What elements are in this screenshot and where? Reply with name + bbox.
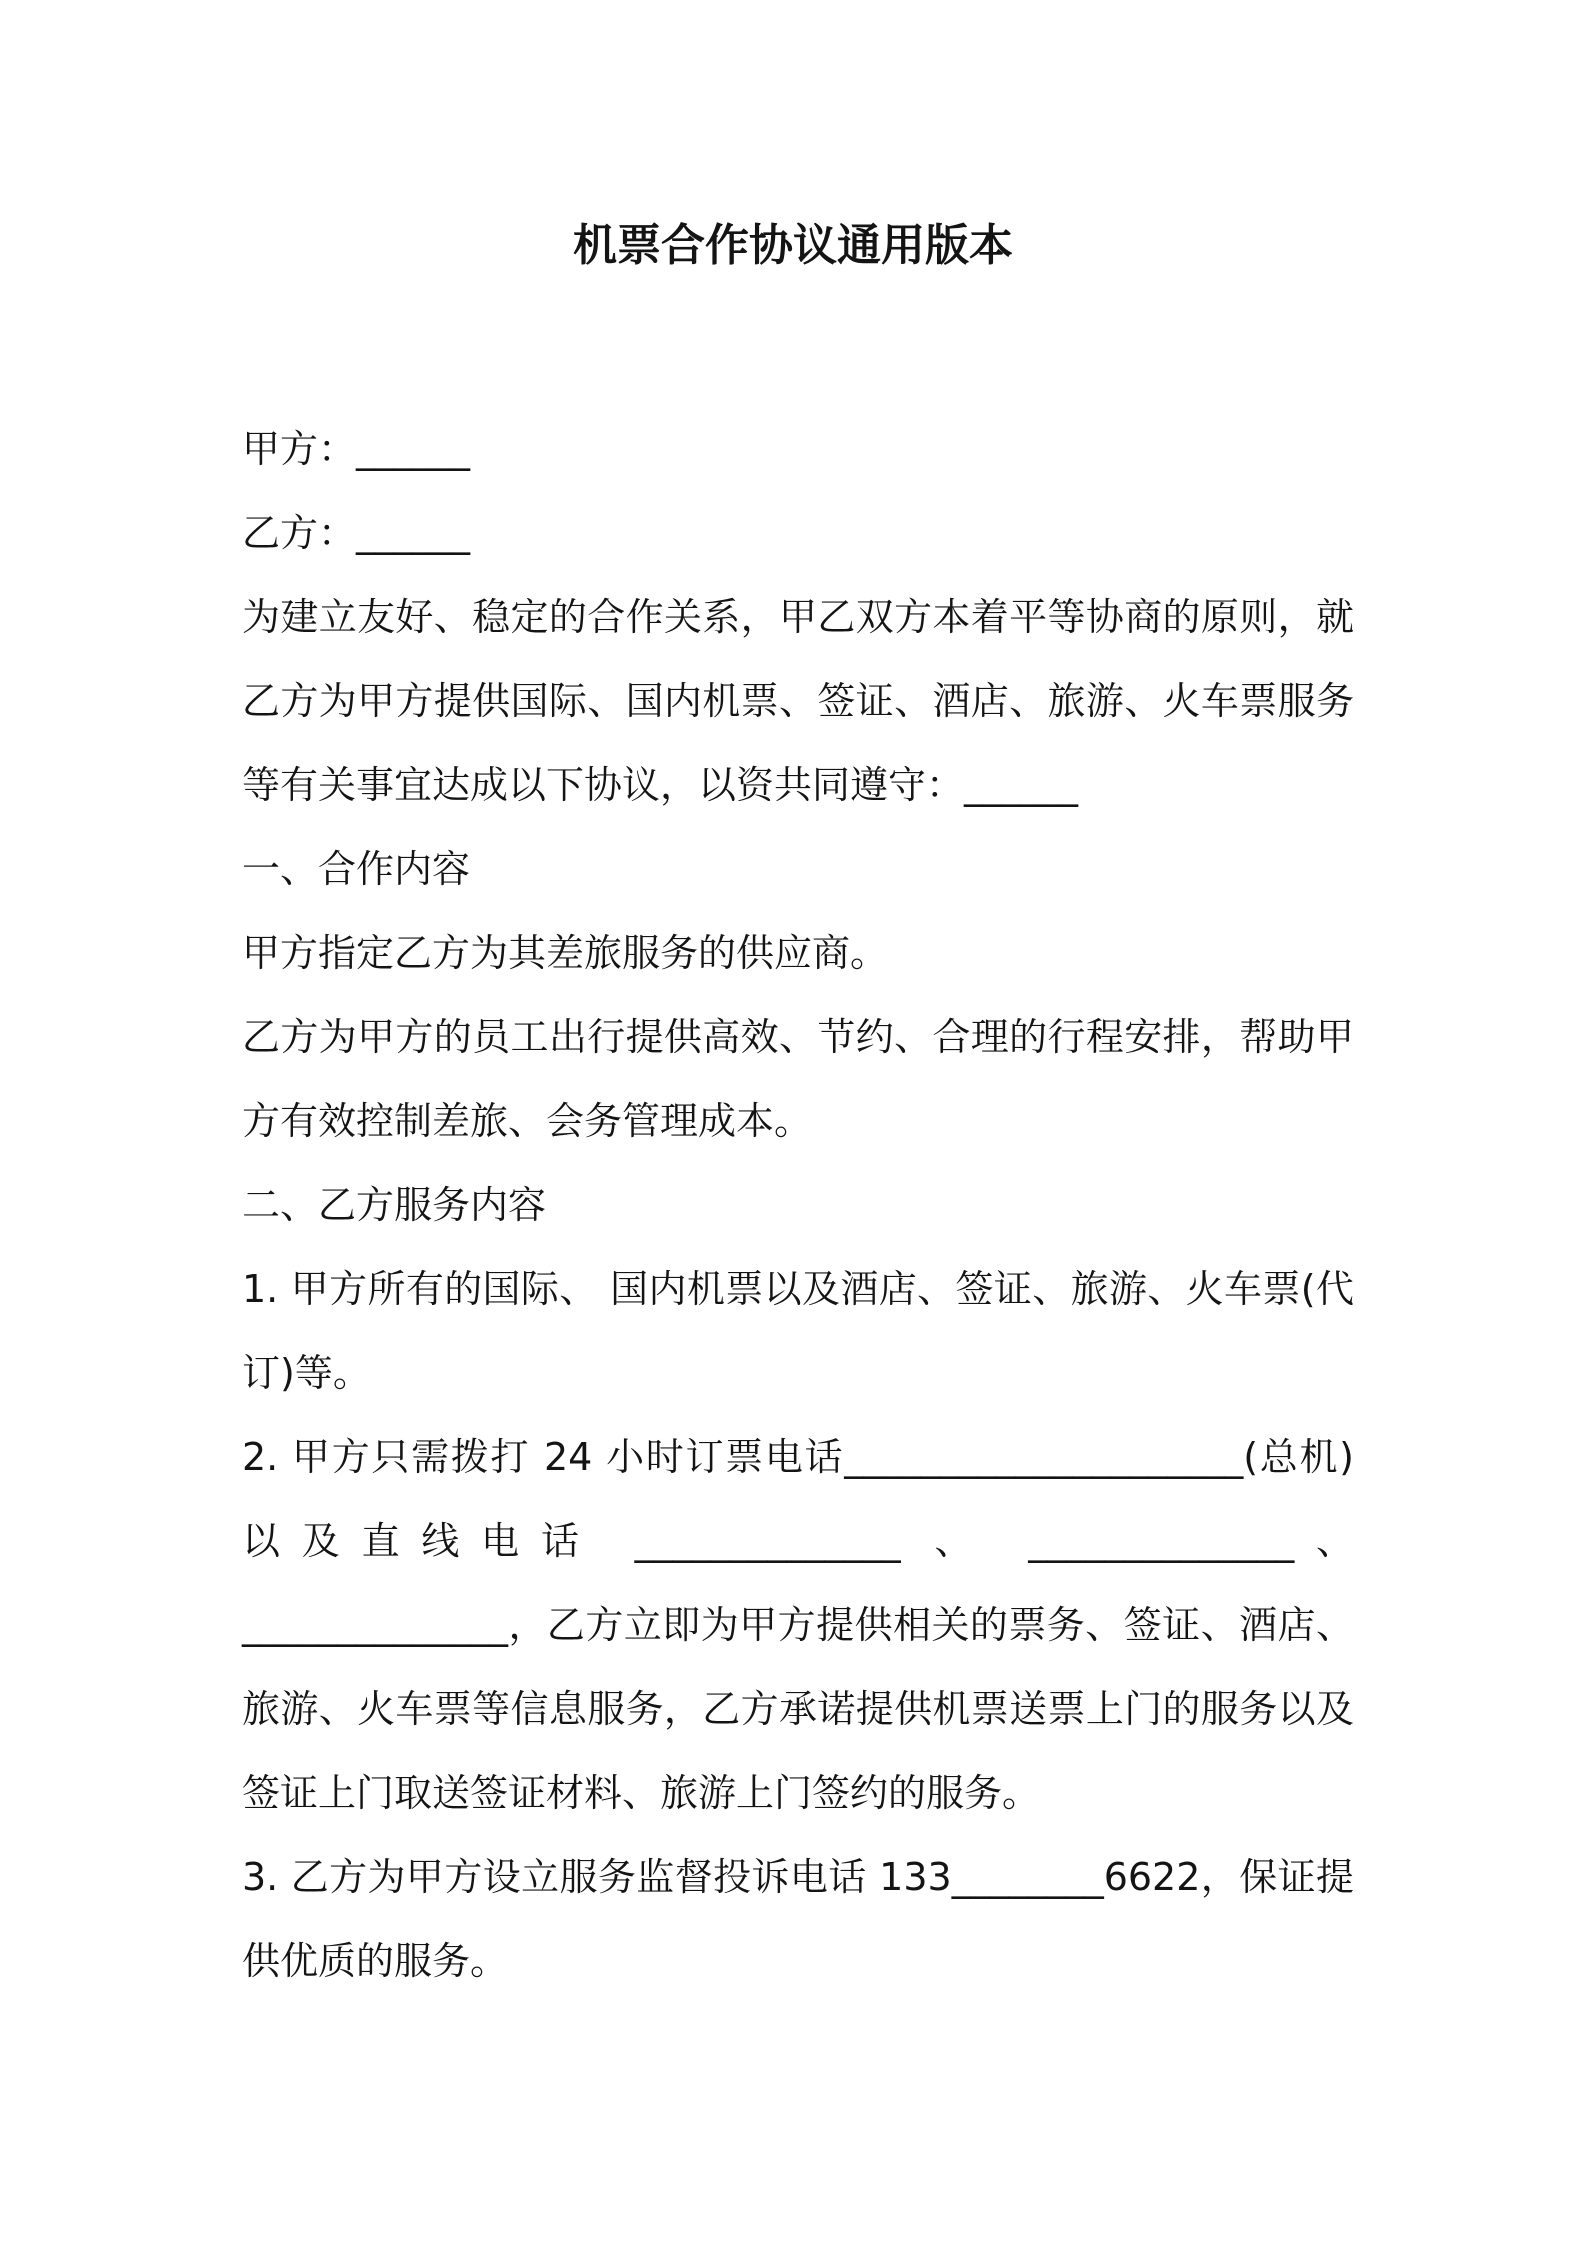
section-1-paragraph-1: 甲方指定乙方为其差旅服务的供应商。 [242, 931, 889, 975]
section-2-item-1: 1. 甲方所有的国际、 国内机票以及酒店、签证、旅游、火车票(代订)等。 [242, 1267, 1354, 1395]
section-1-heading: 一、合作内容 [242, 847, 471, 891]
section-2-item-2: 2. 甲方只需拨打 24 小时订票电话_____________________(总机) 以及直线电话 ______________ 、 ______________、______________，乙方立即为甲方提供相关的票务、签证、酒店、旅游、火车票等信息服务，乙方承诺提供机票送票上门的服务以及签证上门取送签证材料、旅游上门签约的服务。 [242, 1435, 1354, 1815]
party-a-line: 甲方：______ [242, 427, 471, 471]
intro-paragraph: 为建立友好、稳定的合作关系，甲乙双方本着平等协商的原则，就乙方为甲方提供国际、国内机票、签证、酒店、旅游、火车票服务等有关事宜达成以下协议，以资共同遵守：______ [242, 595, 1354, 807]
document-body [242, 407, 1354, 2003]
party-b-line: 乙方：______ [242, 511, 471, 555]
section-2-item-3: 3. 乙方为甲方设立服务监督投诉电话 133________6622，保证提供优质的服务。 [242, 1855, 1354, 1983]
document-title: 机票合作协议通用版本 [573, 220, 1013, 271]
section-2-heading: 二、乙方服务内容 [242, 1183, 547, 1227]
section-1-paragraph-2: 乙方为甲方的员工出行提供高效、节约、合理的行程安排，帮助甲方有效控制差旅、会务管理成本。 [242, 1015, 1354, 1143]
